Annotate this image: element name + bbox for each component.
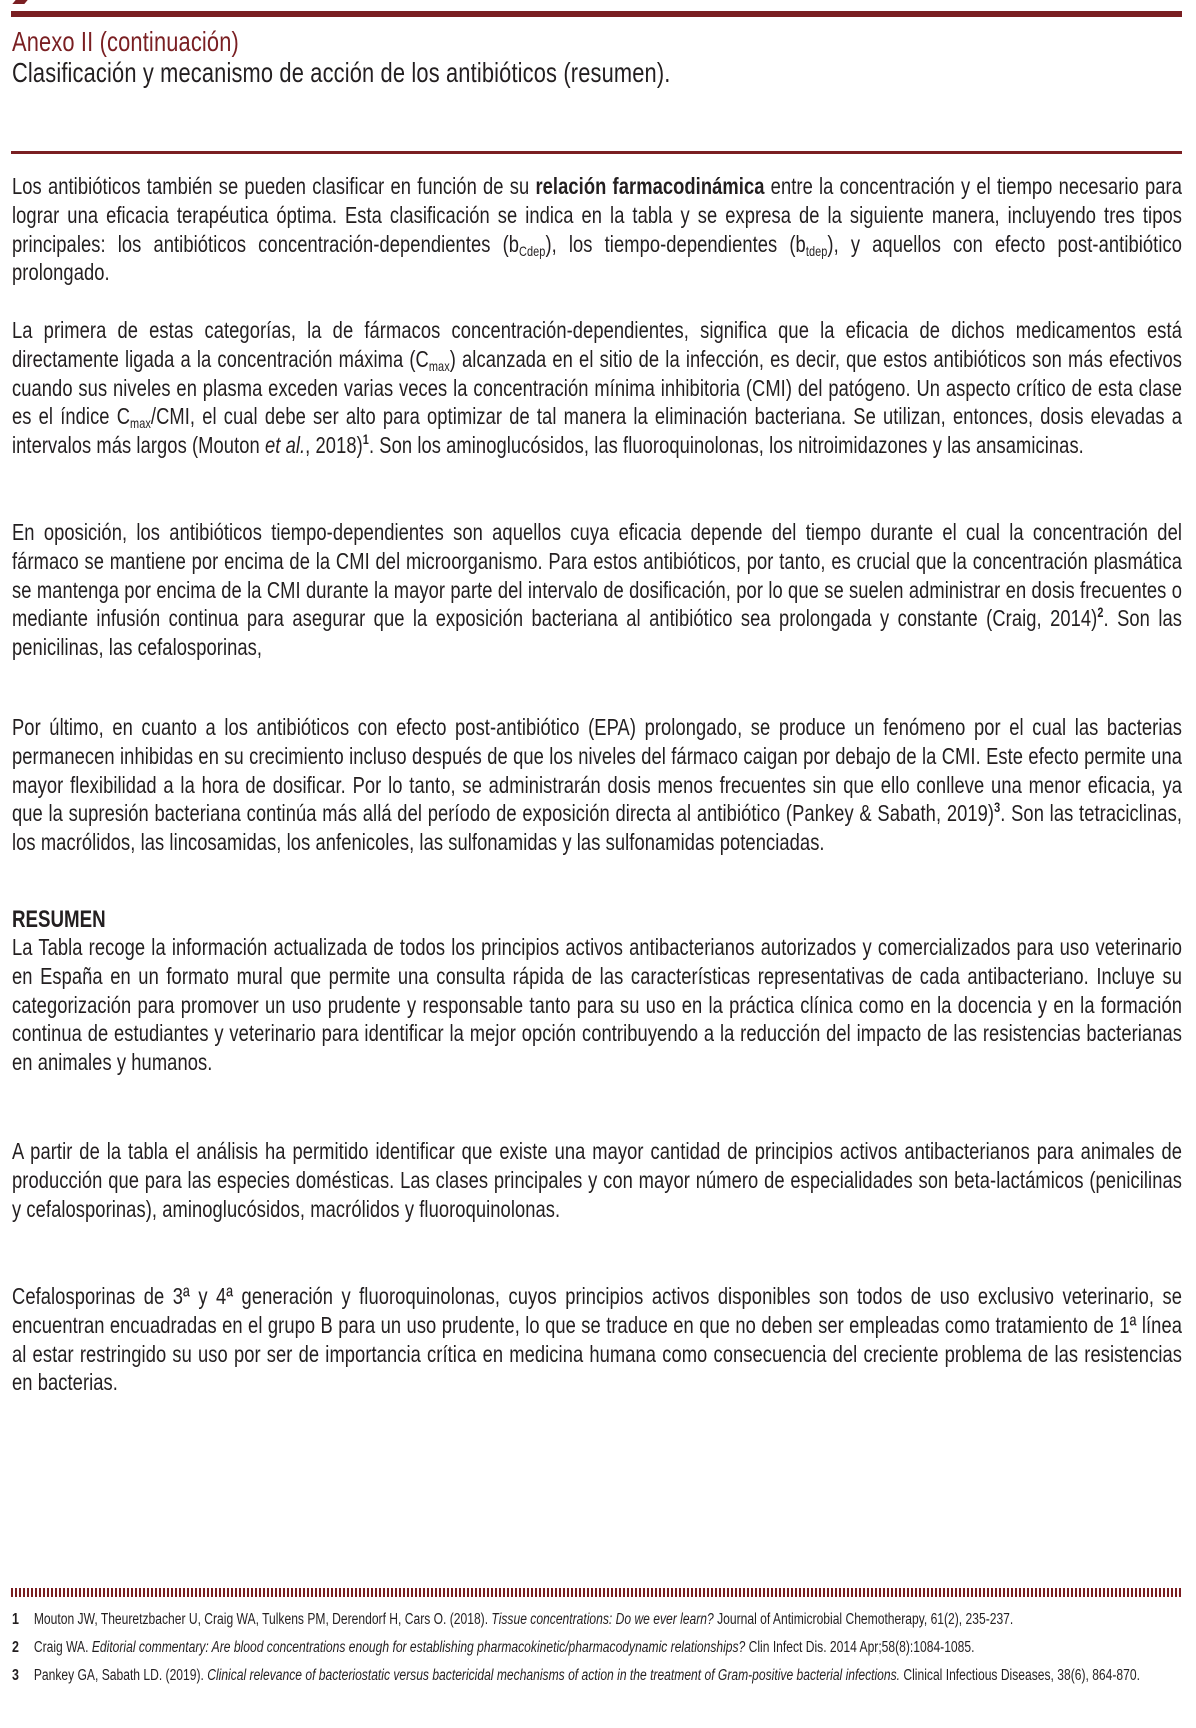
- reference-number: 1: [12, 1611, 19, 1628]
- footnote-divider: [11, 1588, 1182, 1597]
- footnote-ref-1[interactable]: 1: [362, 431, 369, 448]
- annex-title: Anexo II (continuación): [12, 26, 239, 57]
- reference-number: 2: [12, 1639, 19, 1656]
- reference-item: 1 Mouton JW, Theuretzbacher U, Craig WA, Tulkens PM, Derendorf H, Cars O. (2018). Tissue concentrations: Do we ever learn? Journal of Antimicrobial Chemotherapy, 61(2), 235-237.: [12, 1611, 1014, 1628]
- reference-number: 3: [12, 1667, 19, 1684]
- section-subtitle: Clasificación y mecanismo de acción de los antibióticos (resumen).: [12, 57, 671, 88]
- header-rule: [11, 151, 1182, 154]
- top-rule: [11, 11, 1182, 17]
- references-list: [12, 1610, 1182, 1694]
- paragraph-text: En oposición, los antibióticos tiempo-dependientes son aquellos cuya eficacia depende del tiempo durante el cual la concentración del fármaco se mantiene por encima de la CMI del microorganismo. Para estos antibióticos, por tanto, es crucial que la concentración plasmática se mantenga por encima de la CMI durante la mayor parte del intervalo de dosificación, por lo que se suelen administrar en dosis frecuentes o mediante infusión continua para asegurar que la exposición bacteriana al antibiótico sea prolongada y constante (Craig, 2014)$^2$. Son las penicilinas, las cefalosporinas,: [12, 519, 1182, 661]
- paragraph-text: Por último, en cuanto a los antibióticos con efecto post-antibiótico (EPA) prolongado, se produce un fenómeno por el cual las bacterias permanecen inhibidas en su crecimiento incluso después de que los niveles del fármaco caigan por debajo de la CMI. Este efecto permite una mayor flexibilidad a la hora de dosificar. Por lo tanto, se administrarán dosis menos frecuentes sin que ello conlleve una menor eficacia, ya que la supresión bacteriana continúa más allá del período de exposición directa al antibiótico (Pankey & Sabath, 2019)$^3$. Son las tetraciclinas, los macrólidos, las lincosamidas, los anfenicoles, las sulfonamidas y las sulfonamidas potenciadas.: [12, 714, 1182, 856]
- footnote-ref-2[interactable]: 2: [1097, 604, 1104, 621]
- paragraph-time-dependent: [12, 518, 1196, 690]
- reference-item: 3 Pankey GA, Sabath LD. (2019). Clinical relevance of bacteriostatic versus bactericidal mechanisms of action in the treatment of Gram-positive bacterial infections. Clinical Infectious Diseases, 38(6), 864-870.: [12, 1667, 1140, 1684]
- resumen-heading: RESUMEN: [12, 906, 106, 933]
- bold-term: relación farmacodinámica: [535, 173, 765, 199]
- resumen-paragraph-2-block: [12, 1137, 1196, 1251]
- reference-item: 2 Craig WA. Editorial commentary: Are blood concentrations enough for establishing pharmacokinetic/pharmacodynamic relationships? Clin Infect Dis. 2014 Apr;58(8):1084-1085.: [12, 1639, 975, 1656]
- resumen-section: [12, 906, 1196, 1105]
- paragraph-text: La primera de estas categorías, la de fármacos concentración-dependientes, significa que la eficacia de dichos medicamentos está directamente ligada a la concentración máxima $(C_{max})$ alcanzada en el sitio de la infección, es decir, que estos antibióticos son más efectivos cuando sus niveles en plasma exceden varias veces la concentración mínima inhibitoria (CMI) del patógeno. Un aspecto crítico de esta clase es el índice $C_{max}$/CMI, el cual debe ser alto para optimizar de tal manera la eliminación bacteriana. Se utilizan, entonces, dosis elevadas a intervalos más largos (Mouton et al., 2018)$^1$. Son los aminoglucósidos, las fluoroquinolonas, los nitroimidazones y las ansamicinas.: [12, 317, 1183, 459]
- resumen-paragraph-3-block: [12, 1282, 1196, 1425]
- paragraph-concentration-dependent: [12, 316, 1196, 488]
- resumen-paragraph-1: La Tabla recoge la información actualizada de todos los principios activos antibacterianos autorizados y comercializados para uso veterinario en España en un formato mural que permite una consulta rápida de las características representativas de cada antibacteriano. Incluye su categorización para promover un uso prudente y responsable tanto para su uso en la práctica clínica como en la docencia y en la formación continua de estudiantes y veterinario para identificar la mejor opción contribuyendo a la reducción del impacto de las resistencias bacterianas en animales y humanos.: [12, 934, 1182, 1076]
- corner-mark: [12, 0, 27, 4]
- resumen-paragraph-3: Cefalosporinas de 3ª y 4ª generación y fluoroquinolonas, cuyos principios activos disponibles son todos de uso exclusivo veterinario, se encuentran encuadradas en el grupo B para un uso prudente, lo que se traduce en que no deben ser empleadas como tratamiento de 1ª línea al estar restringido su uso por ser de importancia crítica en medicina humana como consecuencia del creciente problema de las resistencias en bacterias.: [12, 1283, 1182, 1396]
- resumen-paragraph-2: A partir de la tabla el análisis ha permitido identificar que existe una mayor cantidad de principios activos antibacterianos para animales de producción que para las especies domésticas. Las clases principales y con mayor número de especialidades son beta-lactámicos (penicilinas y cefalosporinas), aminoglucósidos, macrólidos y fluoroquinolonas.: [12, 1138, 1182, 1222]
- footnote-ref-3[interactable]: 3: [994, 799, 1001, 816]
- section-header: [12, 26, 1182, 88]
- paragraph-post-antibiotic: [12, 713, 1196, 885]
- paragraph-intro: [12, 172, 1196, 315]
- paragraph-text: Los antibióticos también se pueden clasificar en función de su relación farmacodinámica entre la concentración y el tiempo necesario para lograr una eficacia terapéutica óptima. Esta clasificación se indica en la tabla y se expresa de la siguiente manera, incluyendo tres tipos principales: los antibióticos concentración-dependientes $(b_{Cdep})$, los tiempo-dependientes $(b_{tdep})$, y aquellos con efecto post-antibiótico prolongado.: [12, 173, 1182, 286]
